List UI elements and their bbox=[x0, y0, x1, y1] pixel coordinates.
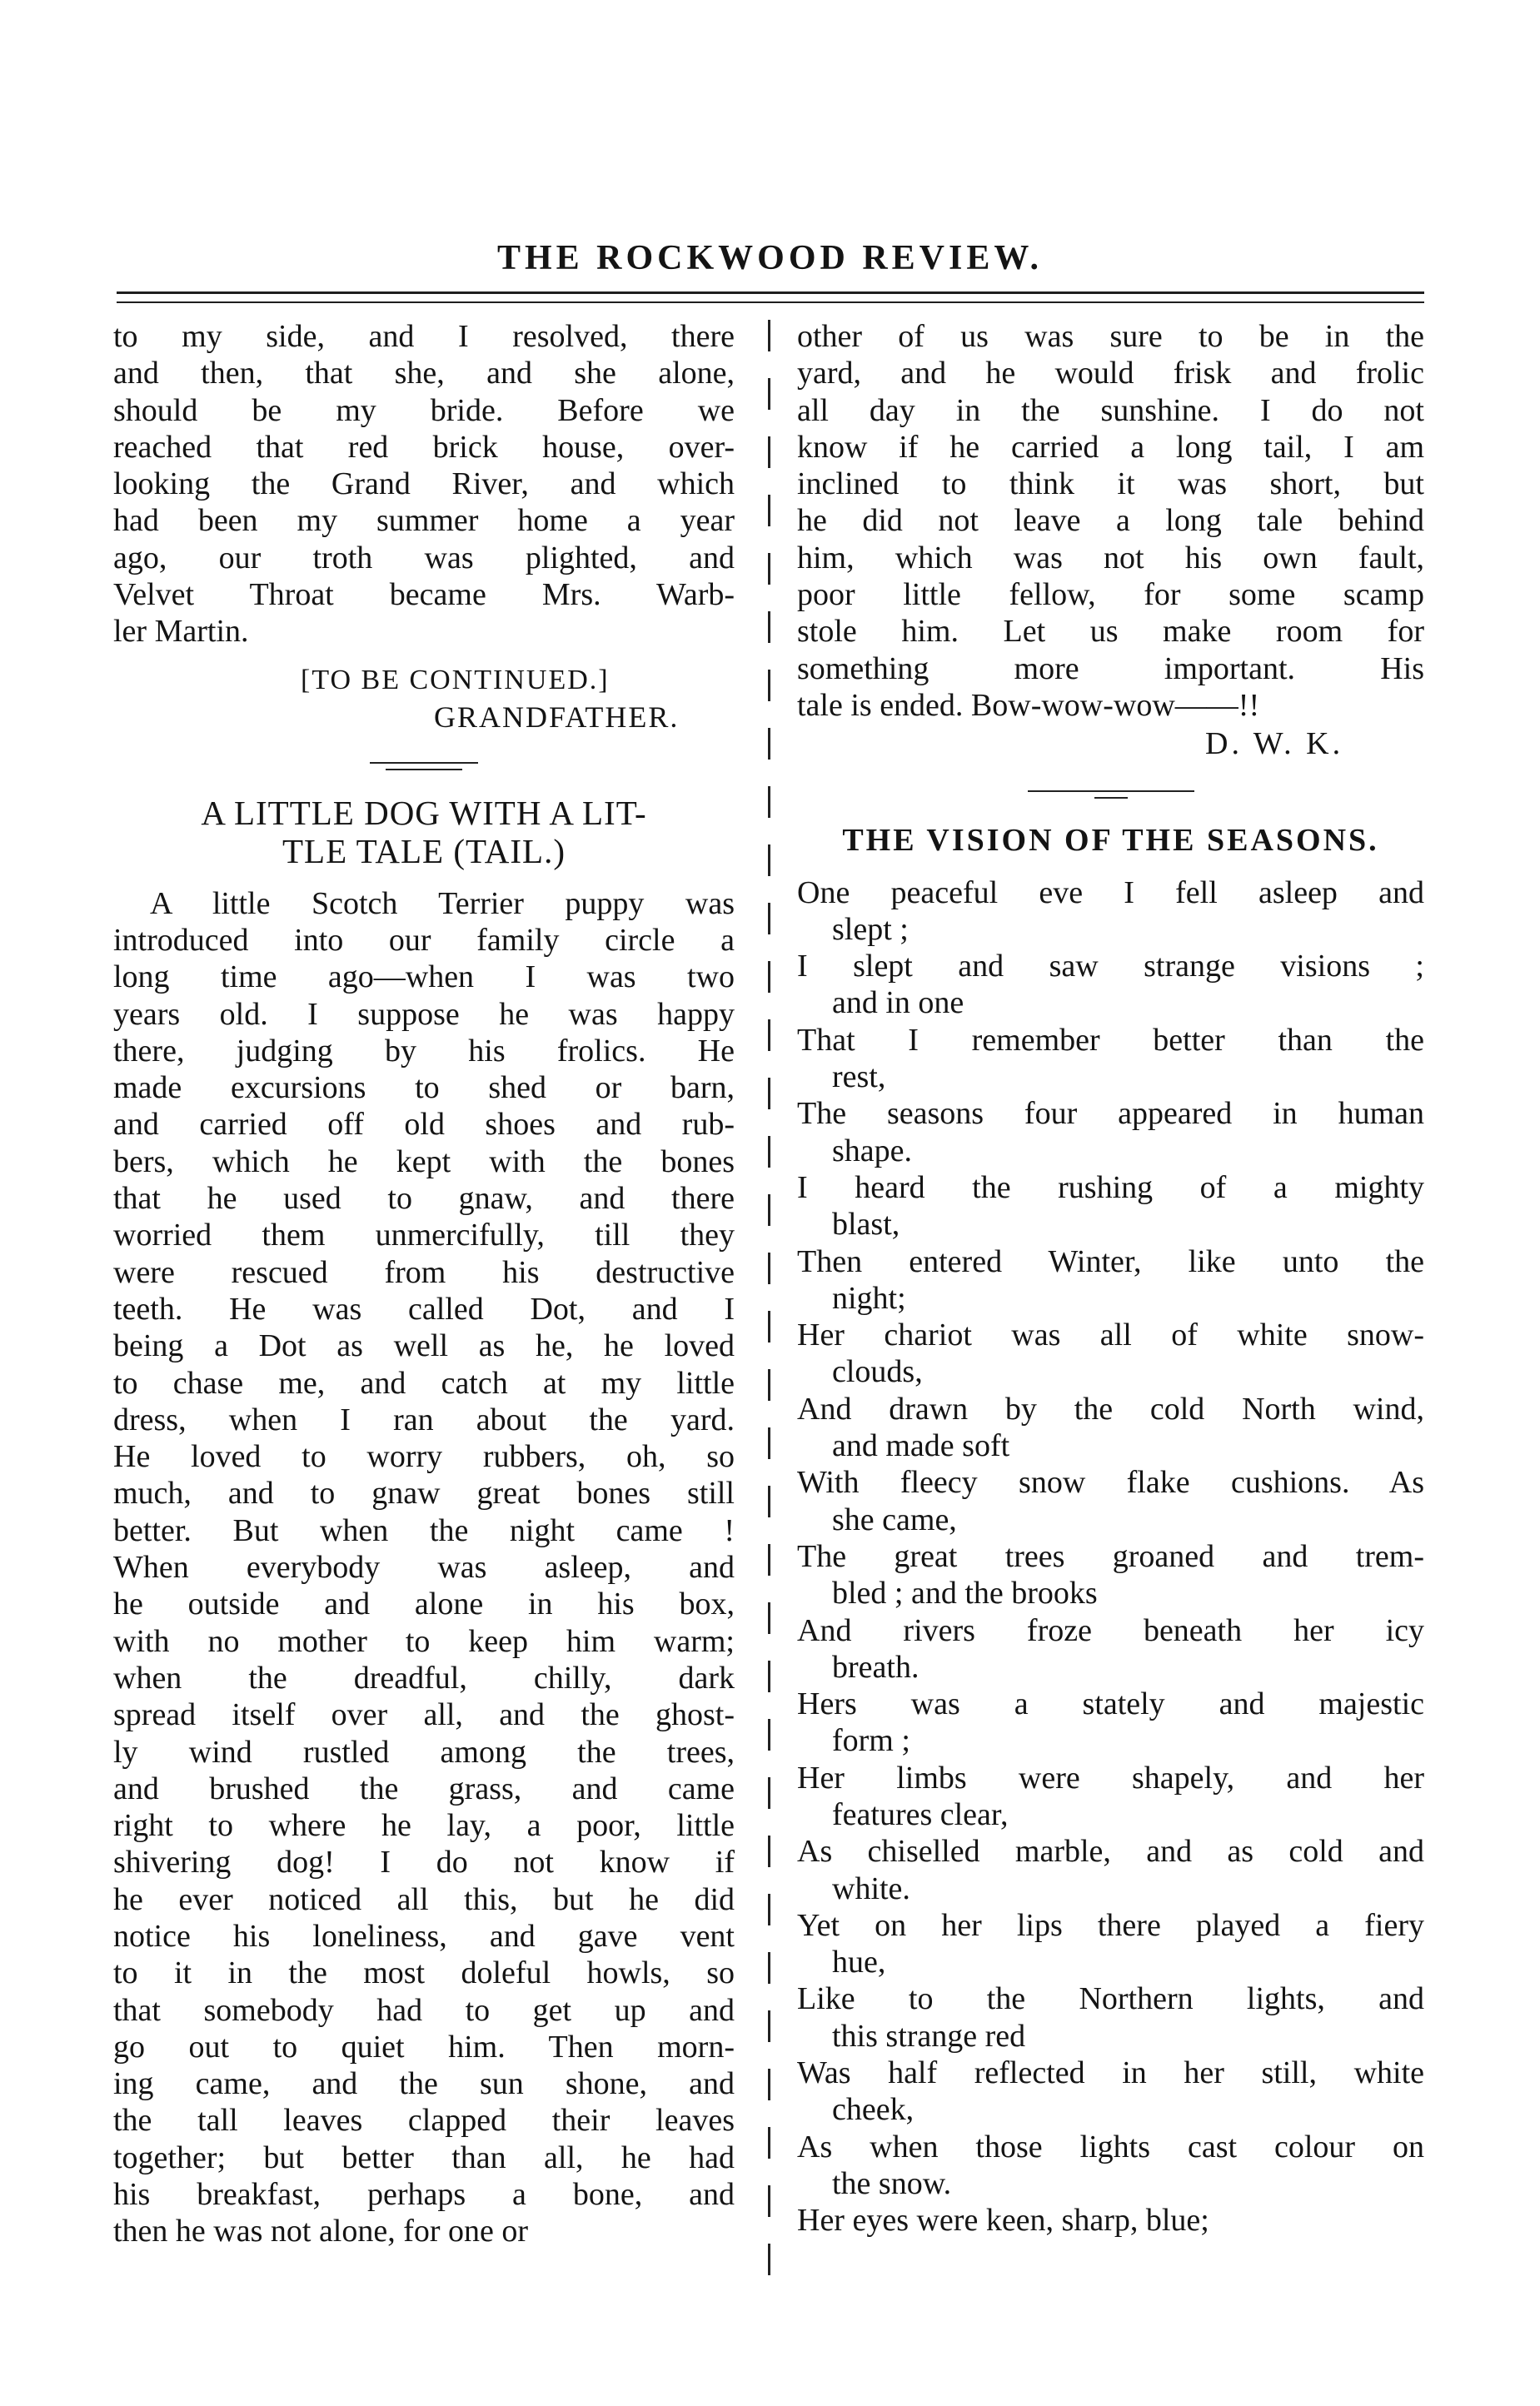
poem-line: clouds, bbox=[832, 1354, 923, 1390]
text-line: together; but better than all, he had bbox=[113, 2139, 735, 2175]
header-rule bbox=[117, 291, 1424, 294]
text-line: should be my bride. Before we bbox=[113, 392, 735, 428]
article-title bbox=[113, 794, 735, 870]
poem-line: this strange red bbox=[832, 2018, 1026, 2054]
poem-line: slept ; bbox=[832, 911, 909, 947]
poem-line: And drawn by the cold North wind, bbox=[797, 1391, 1424, 1427]
text-line: know if he carried a long tail, I am bbox=[797, 429, 1424, 465]
poem-line: With fleecy snow flake cushions. As bbox=[797, 1465, 1424, 1501]
poem-line: Was half reflected in her still, white bbox=[797, 2055, 1424, 2091]
text-line: teeth. He was called Dot, and I bbox=[113, 1291, 735, 1327]
section-divider bbox=[1028, 790, 1194, 792]
text-line: the tall leaves clapped their leaves bbox=[113, 2103, 735, 2139]
text-line: had been my summer home a year bbox=[113, 503, 735, 539]
text-line: him, which was not his own fault, bbox=[797, 540, 1424, 575]
continued-story bbox=[113, 318, 735, 650]
poem-line: Yet on her lips there played a fiery bbox=[797, 1907, 1424, 1943]
poem-body bbox=[797, 874, 1424, 2239]
text-line: something more important. His bbox=[797, 650, 1424, 686]
text-line: his breakfast, perhaps a bone, and bbox=[113, 2177, 735, 2213]
text-line: years old. I suppose he was happy bbox=[113, 996, 735, 1032]
right-column bbox=[797, 318, 1424, 2239]
text-line: better. But when the night came ! bbox=[113, 1512, 735, 1548]
text-line: looking the Grand River, and which bbox=[113, 466, 735, 502]
poem-line: shape. bbox=[832, 1133, 913, 1168]
section-divider bbox=[370, 762, 478, 764]
poem-line: Then entered Winter, like unto the bbox=[797, 1243, 1424, 1279]
poem-line: hue, bbox=[832, 1945, 886, 1980]
text-line: ly wind rustled among the trees, bbox=[113, 1734, 735, 1770]
text-line: right to where he lay, a poor, little bbox=[113, 1808, 735, 1844]
poem-line: Like to the Northern lights, and bbox=[797, 1981, 1424, 2017]
poem-line: One peaceful eve I fell asleep and bbox=[797, 874, 1424, 910]
text-line: introduced into our family circle a bbox=[113, 922, 735, 958]
article-body bbox=[113, 885, 735, 2250]
text-line: he outside and alone in his box, bbox=[113, 1587, 735, 1622]
text-line: made excursions to shed or barn, bbox=[113, 1070, 735, 1106]
poem-line: cheek, bbox=[832, 2092, 915, 2128]
poem-line: Hers was a stately and majestic bbox=[797, 1686, 1424, 1722]
poem-line: blast, bbox=[832, 1207, 900, 1243]
text-line: worried them unmercifully, till they bbox=[113, 1218, 735, 1253]
text-line: bers, which he kept with the bones bbox=[113, 1143, 735, 1179]
text-line: and then, that she, and she alone, bbox=[113, 356, 735, 391]
article-signature: D. W. K. bbox=[1205, 726, 1344, 762]
poem-line: breath. bbox=[832, 1649, 920, 1685]
poem-line: As chiselled marble, and as cold and bbox=[797, 1834, 1424, 1870]
text-line: ler Martin. bbox=[113, 614, 249, 650]
text-line: reached that red brick house, over- bbox=[113, 429, 735, 465]
poem-line: That I remember better than the bbox=[797, 1022, 1424, 1058]
text-line: that somebody had to get up and bbox=[113, 1992, 735, 2028]
text-line: other of us was sure to be in the bbox=[797, 319, 1424, 354]
column-divider bbox=[768, 320, 770, 2302]
text-line: that he used to gnaw, and there bbox=[113, 1181, 735, 1217]
text-line: notice his loneliness, and gave vent bbox=[113, 1918, 735, 1954]
poem-line: Her chariot was all of white snow- bbox=[797, 1318, 1424, 1353]
story-signature: GRANDFATHER. bbox=[434, 700, 680, 734]
poem-line: white. bbox=[832, 1871, 910, 1906]
text-line: go out to quiet him. Then morn- bbox=[113, 2029, 735, 2065]
text-line: he ever noticed all this, but he did bbox=[113, 1881, 735, 1917]
text-line: to my side, and I resolved, there bbox=[113, 319, 735, 354]
text-line: and carried off old shoes and rub- bbox=[113, 1107, 735, 1143]
poem-line: As when those lights cast colour on bbox=[797, 2129, 1424, 2164]
poem-line: the snow. bbox=[832, 2165, 952, 2201]
to-be-continued-note: [TO BE CONTINUED.] bbox=[301, 664, 610, 695]
poem-line: I slept and saw strange visions ; bbox=[797, 949, 1424, 984]
text-line: ago, our troth was plighted, and bbox=[113, 540, 735, 575]
text-line: Velvet Throat became Mrs. Warb- bbox=[113, 577, 735, 613]
left-column bbox=[113, 318, 735, 2250]
section-divider-short bbox=[386, 769, 462, 770]
text-line: dress, when I ran about the yard. bbox=[113, 1402, 735, 1437]
header-rule-thin bbox=[117, 301, 1424, 303]
article-title-line: TLE TALE (TAIL.) bbox=[282, 831, 566, 870]
text-line: long time ago—when I was two bbox=[113, 959, 735, 995]
poem-line: Her eyes were keen, sharp, blue; bbox=[797, 2203, 1209, 2239]
text-line: he did not leave a long tale behind bbox=[797, 503, 1424, 539]
poem-line: she came, bbox=[832, 1502, 957, 1537]
text-line: when the dreadful, chilly, dark bbox=[113, 1660, 735, 1696]
poem-line: features clear, bbox=[832, 1796, 1009, 1832]
poem-line: bled ; and the brooks bbox=[832, 1576, 1098, 1611]
poem-line: The great trees groaned and trem- bbox=[797, 1538, 1424, 1574]
text-line: He loved to worry rubbers, oh, so bbox=[113, 1439, 735, 1475]
text-line: ing came, and the sun shone, and bbox=[113, 2066, 735, 2102]
running-head: THE ROCKWOOD REVIEW. bbox=[496, 239, 1044, 277]
text-line: all day in the sunshine. I do not bbox=[797, 392, 1424, 428]
text-line: there, judging by his frolics. He bbox=[113, 1033, 735, 1069]
poem-title: THE VISION OF THE SEASONS. bbox=[842, 823, 1379, 859]
text-line: When everybody was asleep, and bbox=[113, 1550, 735, 1586]
poem-line: and in one bbox=[832, 985, 964, 1021]
text-line: being a Dot as well as he, he loved bbox=[113, 1328, 735, 1364]
poem-line: and made soft bbox=[832, 1428, 1010, 1464]
text-line: stole him. Let us make room for bbox=[797, 614, 1424, 650]
poem-line: I heard the rushing of a mighty bbox=[797, 1169, 1424, 1205]
text-line: much, and to gnaw great bones still bbox=[113, 1476, 735, 1512]
text-line: spread itself over all, and the ghost- bbox=[113, 1697, 735, 1733]
poem-line: form ; bbox=[832, 1723, 910, 1759]
text-line: were rescued from his destructive bbox=[113, 1254, 735, 1290]
text-line: tale is ended. Bow-wow-wow——!! bbox=[797, 687, 1260, 723]
text-line: and brushed the grass, and came bbox=[113, 1771, 735, 1806]
article-body-continued bbox=[797, 318, 1424, 724]
text-line: shivering dog! I do not know if bbox=[113, 1845, 735, 1880]
text-line: inclined to think it was short, but bbox=[797, 466, 1424, 502]
text-line: with no mother to keep him warm; bbox=[113, 1623, 735, 1659]
poem-line: The seasons four appeared in human bbox=[797, 1096, 1424, 1132]
text-line: to chase me, and catch at my little bbox=[113, 1365, 735, 1401]
article-title-line: A LITTLE DOG WITH A LIT- bbox=[201, 793, 647, 832]
poem-line: rest, bbox=[832, 1059, 886, 1095]
text-line: yard, and he would frisk and frolic bbox=[797, 356, 1424, 391]
poem-line: And rivers froze beneath her icy bbox=[797, 1612, 1424, 1648]
text-line: poor little fellow, for some scamp bbox=[797, 577, 1424, 613]
poem-line: Her limbs were shapely, and her bbox=[797, 1760, 1424, 1796]
text-line: to it in the most doleful howls, so bbox=[113, 1955, 735, 1991]
text-line: then he was not alone, for one or bbox=[113, 2214, 529, 2249]
text-line: A little Scotch Terrier puppy was bbox=[150, 885, 735, 921]
section-divider-short bbox=[1094, 797, 1128, 799]
poem-line: night; bbox=[832, 1280, 906, 1316]
